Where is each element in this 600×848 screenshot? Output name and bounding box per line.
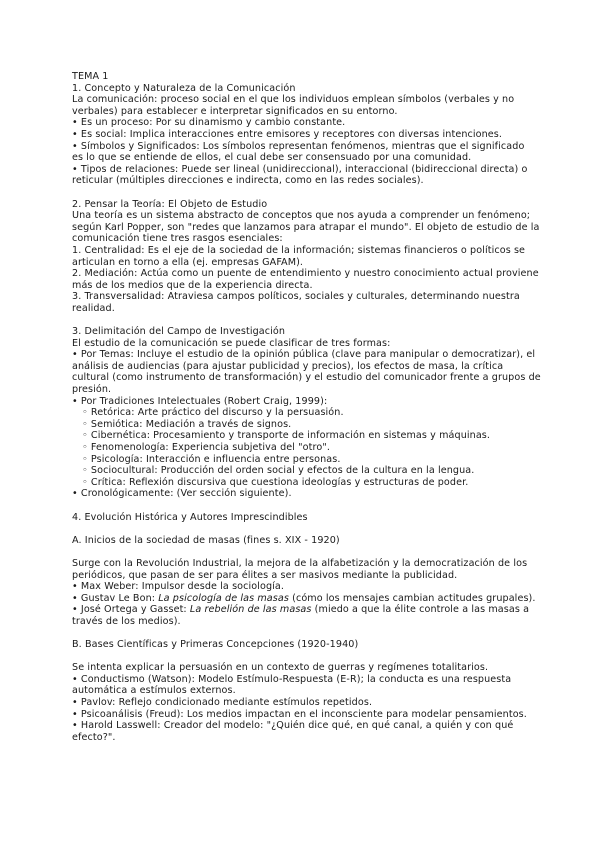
text-line: 2. Mediación: Actúa como un puente de entendimiento y nuestro conocimiento actual proviene — [72, 268, 539, 280]
text-line: La comunicación: proceso social en el que los individuos emplean símbolos (verbales y no — [72, 94, 515, 106]
text-line: El estudio de la comunicación se puede clasificar de tres formas: — [72, 337, 391, 349]
text-line: Una teoría es un sistema abstracto de conceptos que nos ayuda a comprender un fenómeno; — [72, 210, 531, 222]
text-line: automática a estímulos externos. — [72, 685, 236, 697]
text-line: 1. Centralidad: Es el eje de la sociedad de la información; sistemas financieros o políticos se — [72, 244, 526, 256]
text-line: análisis de audiencias (para ajustar publicidad y precios), los efectos de masa, la crítica — [72, 360, 504, 372]
text-line: Se intenta explicar la persuasión en un contexto de guerras y regímenes totalitarios. — [72, 662, 489, 674]
sub-list-item: ◦ Sociocultural: Producción del orden social y efectos de la cultura en la lengua. — [82, 465, 475, 477]
text-line: 3. Transversalidad: Atraviesa campos políticos, sociales y culturales, determinando nuestra — [72, 291, 520, 303]
sub-list-item: ◦ Retórica: Arte práctico del discurso y la persuasión. — [82, 407, 344, 419]
text-line: • Es social: Implica interacciones entre emisores y receptores con diversas intenciones. — [72, 128, 503, 140]
text-line: • Conductismo (Watson): Modelo Estímulo-Respuesta (E-R); la conducta es una respuesta — [72, 673, 512, 685]
text-line: • Tipos de relaciones: Puede ser lineal (unidireccional), interaccional (bidireccional directa) o — [72, 163, 528, 175]
text-segment: (miedo a que la élite controle a las masas a — [311, 604, 530, 616]
text-segment: (cómo los mensajes cambian actitudes grupales). — [288, 592, 536, 604]
text-line: realidad. — [72, 302, 115, 314]
blank-line — [72, 523, 530, 535]
text-line: cultural (como instrumento de transformación) y el estudio del comunicador frente a grupos de — [72, 372, 541, 384]
text-line: 2. Pensar la Teoría: El Objeto de Estudio — [72, 198, 268, 210]
text-line: comunicación tiene tres rasgos esenciales: — [72, 233, 283, 245]
text-line: es lo que se entiende de ellos, el cual debe ser consensuado por una comunidad. — [72, 152, 472, 164]
text-line: según Karl Popper, son "redes que lanzamos para atrapar el mundo". El objeto de estudio de la — [72, 221, 540, 233]
text-segment: • Gustav Le Bon: — [72, 592, 159, 604]
text-line: más de los medios que de la experiencia directa. — [72, 279, 313, 291]
sub-list-item: ◦ Semiótica: Mediación a través de signos. — [82, 418, 292, 430]
text-line: Surge con la Revolución Industrial, la mejora de la alfabetización y la democratización de los — [72, 557, 528, 569]
text-line: B. Bases Científicas y Primeras Concepciones (1920-1940) — [72, 639, 359, 651]
sub-list-item: ◦ Fenomenología: Experiencia subjetiva del "otro". — [82, 442, 330, 453]
text-line: efecto?". — [72, 731, 116, 743]
text-line — [72, 604, 530, 616]
sub-list-item: ◦ Crítica: Reflexión discursiva que cuestiona ideologías y estructuras de poder. — [82, 476, 469, 488]
book-title: La rebelión de las masas — [189, 604, 312, 616]
text-line: reticular (múltiples direcciones e indirecta, como en las redes sociales). — [72, 175, 424, 187]
sub-list-item: ◦ Psicología: Interacción e influencia entre personas. — [82, 453, 341, 465]
text-line: • Por Tradiciones Intelectuales (Robert Craig, 1999): — [72, 395, 328, 407]
text-line: 4. Evolución Histórica y Autores Imprescindibles — [72, 511, 308, 523]
text-line: verbales) para establecer e interpretar significados en su entorno. — [72, 105, 398, 117]
blank-line — [72, 546, 530, 558]
blank-line — [72, 187, 530, 199]
book-title: La psicología de las masas — [158, 592, 289, 604]
text-segment: • José Ortega y Gasset: — [72, 604, 190, 616]
text-line: • Es un proceso: Por su dinamismo y cambio constante. — [72, 117, 346, 129]
text-line: articulan en torno a ella (ej. empresas GAFAM). — [72, 256, 304, 268]
text-line: través de los medios). — [72, 615, 181, 627]
text-line: A. Inicios de la sociedad de masas (fines s. XIX - 1920) — [72, 534, 340, 546]
text-line: • Cronológicamente: (Ver sección siguiente). — [72, 488, 292, 500]
text-line: • Símbolos y Significados: Los símbolos representan fenómenos, mientras que el significado — [72, 140, 525, 152]
text-line: 1. Concepto y Naturaleza de la Comunicación — [72, 82, 296, 94]
text-line: • Pavlov: Reflejo condicionado mediante estímulos repetidos. — [72, 697, 373, 709]
blank-line — [72, 314, 530, 326]
blank-line — [72, 651, 530, 663]
text-line: • Psicoanálisis (Freud): Los medios impactan en el inconsciente para modelar pensamientos. — [72, 708, 527, 720]
text-line — [72, 592, 536, 605]
document-body — [72, 71, 541, 743]
text-line: • Max Weber: Impulsor desde la sociología. — [72, 581, 285, 593]
text-line: periódicos, que pasan de ser para élites a ser masivos mediante la publicidad. — [72, 569, 458, 581]
text-line: • Por Temas: Incluye el estudio de la opinión pública (clave para manipular o democratizar), el — [72, 349, 536, 361]
blank-line — [72, 628, 530, 640]
blank-line — [72, 500, 530, 512]
text-line: presión. — [72, 384, 112, 396]
text-line: 3. Delimitación del Campo de Investigación — [72, 326, 286, 338]
sub-list-item: ◦ Cibernética: Procesamiento y transporte de información en sistemas y máquinas. — [82, 430, 491, 442]
text-line: TEMA 1 — [72, 71, 109, 82]
text-line: • Harold Lasswell: Creador del modelo: "¿Quién dice qué, en qué canal, a quién y con qué — [72, 720, 514, 732]
